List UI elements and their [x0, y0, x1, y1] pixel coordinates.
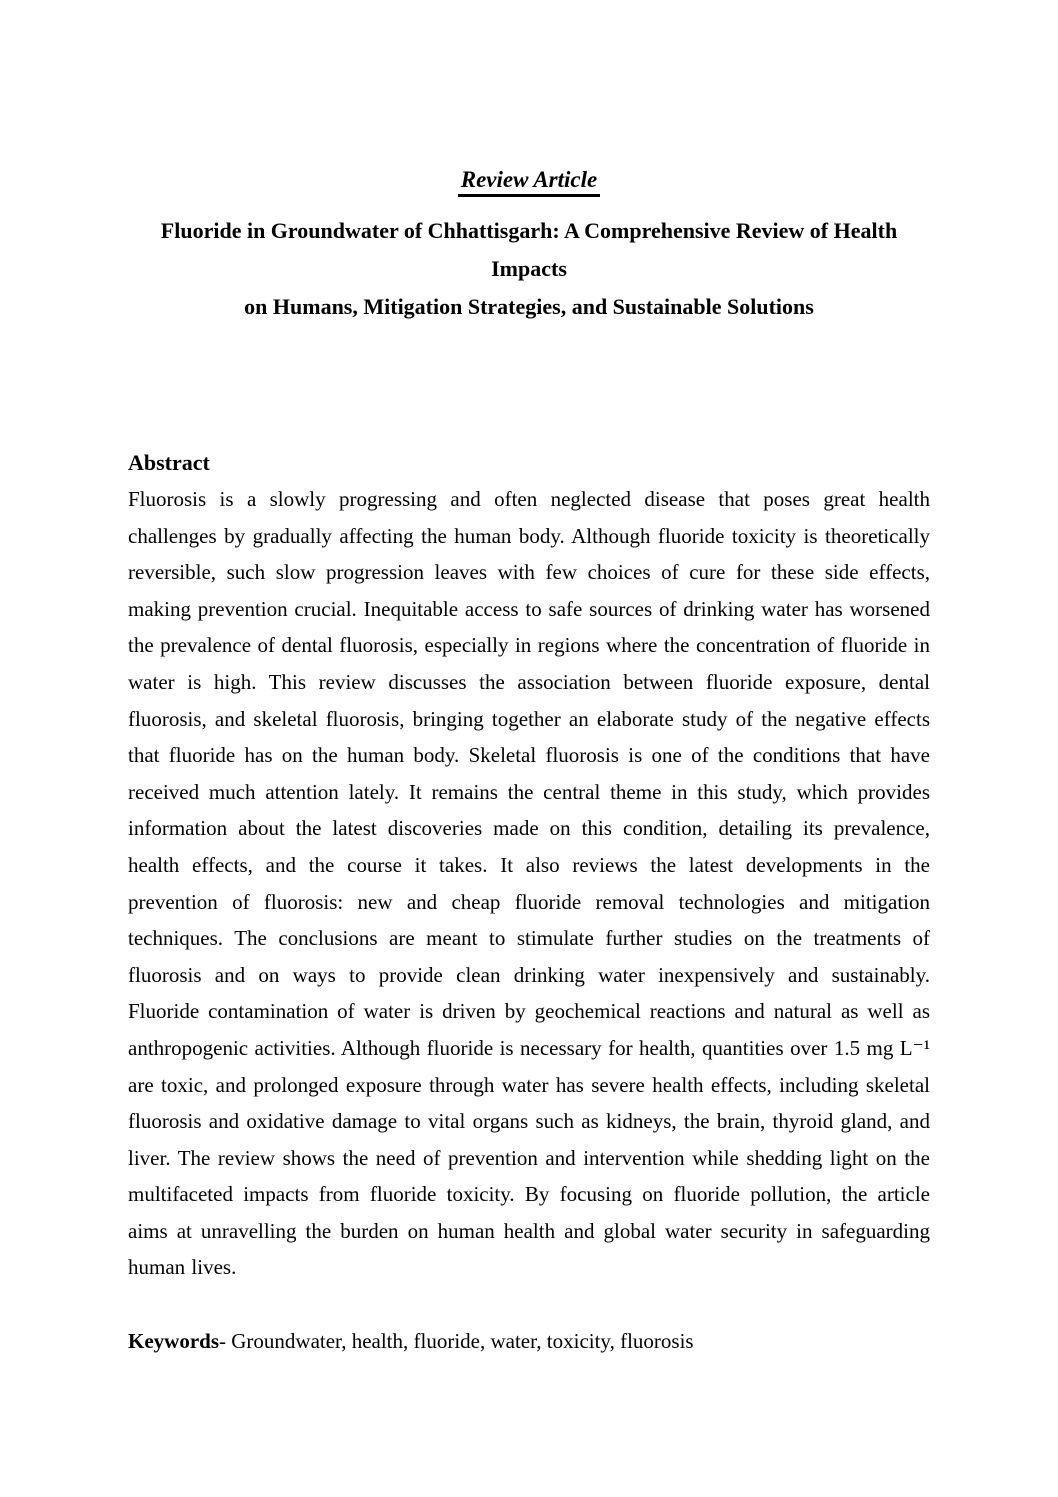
- abstract-section: [128, 444, 930, 1286]
- article-type-row: [128, 166, 930, 197]
- keywords-label: Keywords: [128, 1329, 219, 1354]
- paper-title-line-2: on Humans, Mitigation Strategies, and Sustainable Solutions: [244, 294, 814, 319]
- paper-title-line-1: Fluoride in Groundwater of Chhattisgarh: A Comprehensive Review of Health Impacts: [160, 218, 898, 281]
- article-type-label: Review Article: [458, 166, 600, 197]
- keywords-line: [128, 1323, 930, 1360]
- paper-title: [128, 212, 930, 326]
- abstract-paragraph: Fluorosis is a slowly progressing and often neglected disease that poses great health challenges by gradually affecting the human body. Although fluoride toxicity is theoretically reversible, such slow progression leaves with few choices of cure for these side effects, making prevention crucial. Inequitable access to safe sources of drinking water has worsened the prevalence of dental fluorosis, especially in regions where the concentration of fluoride in water is high. This review discusses the association between fluoride exposure, dental fluorosis, and skeletal fluorosis, bringing together an elaborate study of the negative effects that fluoride has on the human body. Skeletal fluorosis is one of the conditions that have received much attention lately. It remains the central theme in this study, which provides information about the latest discoveries made on this condition, detailing its prevalence, health effects, and the course it takes. It also reviews the latest developments in the prevention of fluorosis: new and cheap fluoride removal technologies and mitigation techniques. The conclusions are meant to stimulate further studies on the treatments of fluorosis and on ways to provide clean drinking water inexpensively and sustainably. Fluoride contamination of water is driven by geochemical reactions and natural as well as anthropogenic activities. Although fluoride is necessary for health, quantities over 1.5 mg L⁻¹ are toxic, and prolonged exposure through water has severe health effects, including skeletal fluorosis and oxidative damage to vital organs such as kidneys, the brain, thyroid gland, and liver. The review shows the need of prevention and intervention while shedding light on the multifaceted impacts from fluoride toxicity. By focusing on fluoride pollution, the article aims at unravelling the burden on human health and global water security in safeguarding human lives.: [128, 487, 930, 1280]
- keywords-text: - Groundwater, health, fluoride, water, toxicity, fluorosis: [219, 1329, 694, 1354]
- abstract-heading: Abstract: [128, 450, 210, 475]
